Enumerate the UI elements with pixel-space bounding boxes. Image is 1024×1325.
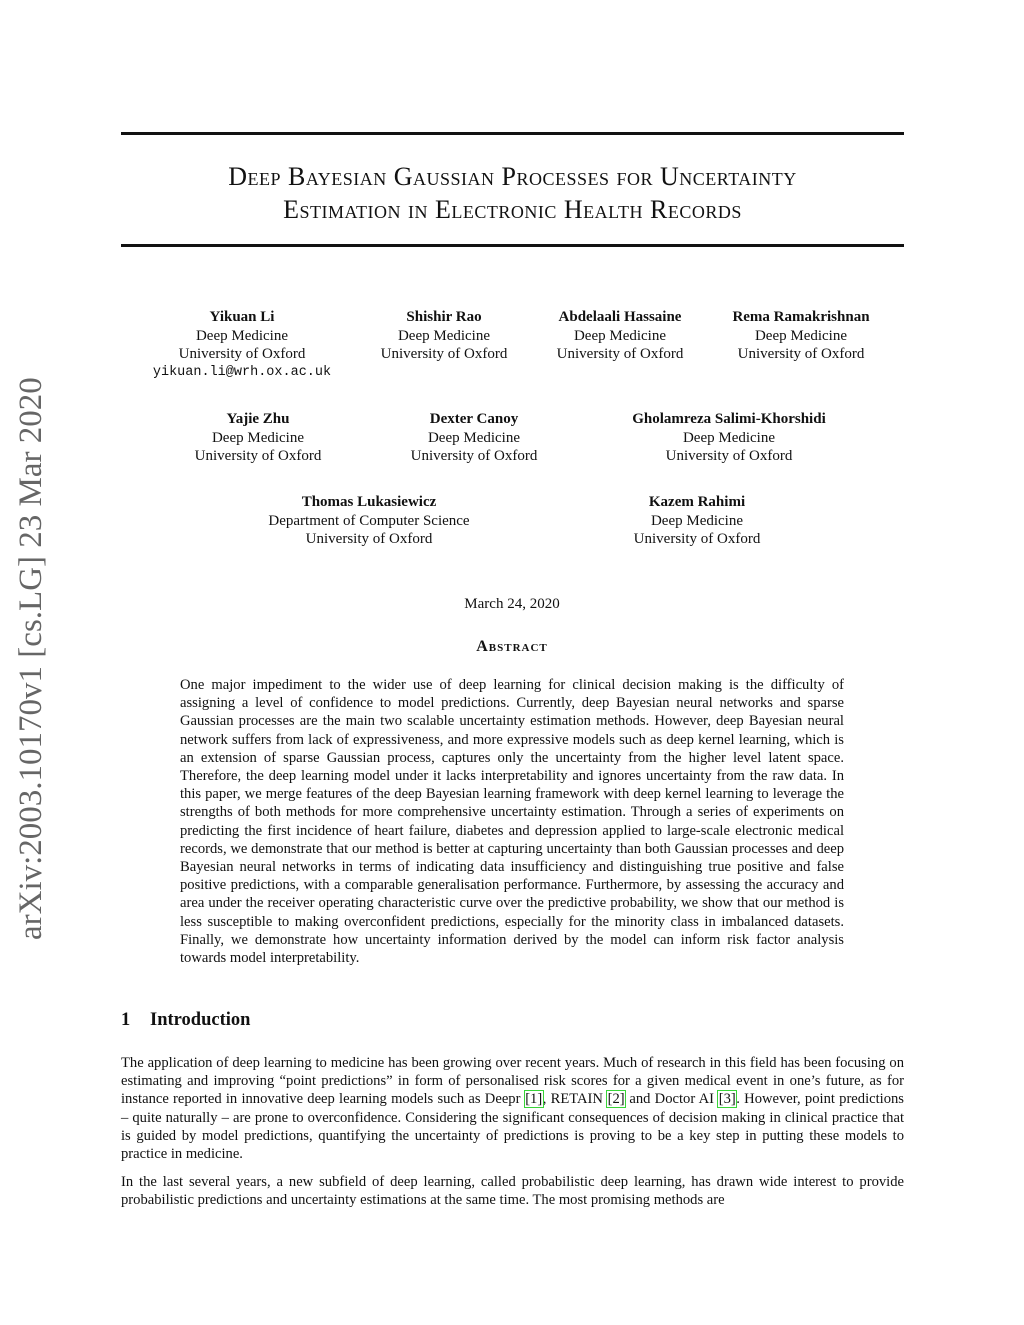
- intro-text: The application of deep learning to medicine has been growing over recent years. Much of research in this field has been focusing on estimating and improving “point predictions” in form of personalised risk scores for a given medical event in one’s future, as for instance reported in innovative deep learning models such as Deepr: [121, 1055, 904, 1108]
- author-inst: University of Oxford: [665, 448, 793, 464]
- author-block: [599, 410, 859, 466]
- author-dept: Deep Medicine: [682, 429, 776, 446]
- author-dept: Department of Computer Science: [268, 512, 470, 529]
- arxiv-identifier: arXiv:2003.10170v1 [cs.LG] 23 Mar 2020: [13, 377, 49, 940]
- author-name: Yikuan Li: [209, 309, 275, 325]
- author-block: [374, 410, 574, 466]
- author-inst: University of Oxford: [556, 346, 684, 362]
- author-name: Kazem Rahimi: [648, 494, 746, 510]
- author-block: [701, 308, 901, 364]
- publication-date: March 24, 2020: [464, 596, 560, 612]
- author-name: Shishir Rao: [406, 309, 482, 325]
- title-line-2: Estimation in Electronic Health Records: [283, 195, 742, 224]
- author-block: [344, 308, 544, 364]
- author-dept: Deep Medicine: [427, 429, 521, 446]
- title-bottom-rule: [121, 244, 904, 247]
- paper-title: [121, 160, 904, 226]
- author-dept: Deep Medicine: [397, 327, 491, 344]
- author-dept: Deep Medicine: [211, 429, 305, 446]
- author-dept: Deep Medicine: [754, 327, 848, 344]
- author-block: [520, 308, 720, 364]
- intro-text: . However, point predictions – quite naturally – are prone to overconfidence. Considering the significant consequences of decision making in clinical practice that is guided by model predictions, quantifying the uncertainty of predictions is proving to be a key step in putting these models to practice in medicine.: [121, 1091, 904, 1163]
- author-inst: University of Oxford: [633, 531, 761, 547]
- intro-text: , RETAIN: [542, 1091, 608, 1108]
- title-line-1: Deep Bayesian Gaussian Processes for Uncertainty: [228, 162, 797, 191]
- author-name: Dexter Canoy: [429, 411, 519, 427]
- author-dept: Deep Medicine: [195, 327, 289, 344]
- abstract-heading: Abstract: [476, 638, 548, 655]
- citation-link[interactable]: [3]: [718, 1091, 736, 1108]
- author-inst: University of Oxford: [305, 531, 433, 547]
- intro-paragraph-1: [121, 1054, 904, 1163]
- author-inst: University of Oxford: [737, 346, 865, 362]
- author-block: [142, 308, 342, 382]
- author-name: Yajie Zhu: [226, 411, 290, 427]
- author-block: [158, 410, 358, 466]
- intro-text: and Doctor AI: [625, 1091, 719, 1108]
- intro-paragraph-2: In the last several years, a new subfield of deep learning, called probabilistic deep learning, has drawn wide interest to provide probabilistic predictions and uncertainty estimations at the same time. The most promising methods are: [121, 1174, 904, 1209]
- author-inst: University of Oxford: [380, 346, 508, 362]
- abstract-text: One major impediment to the wider use of deep learning for clinical decision making is the difficulty of assigning a level of confidence to model predictions. Currently, deep Bayesian neural networks and sparse Gaussian processes are the main two scalable uncertainty estimation methods. However, deep Bayesian neural network suffers from lack of expressiveness, and more expressive models such as deep kernel learning, which is an extension of sparse Gaussian process, captures only the uncertainty from the higher level latent space. Therefore, the deep learning model under it lacks interpretability and ignores uncertainty from the raw data. In this paper, we merge features of the deep Bayesian learning framework with deep kernel learning to leverage the strengths of both methods for more comprehensive uncertainty estimation. Through a series of experiments on predicting the first incidence of heart failure, diabetes and depression applied to large-scale electronic medical records, we demonstrate that our method is better at capturing uncertainty than both Gaussian processes and deep Bayesian neural networks in terms of indicating data insufficiency and distinguishing true positive and false positive predictions, with a comparable generalisation performance. Furthermore, by assessing the accuracy and area under the receiver operating characteristic curve over the predictive probability, we show that our method is less susceptible to making overconfident predictions, especially for the minority class in imbalanced datasets. Finally, we demonstrate how uncertainty information derived by the model can inform risk factor analysis towards model interpretability.: [180, 677, 844, 967]
- author-name: Abdelaali Hassaine: [558, 309, 682, 325]
- section-number: 1: [121, 1010, 131, 1030]
- title-top-rule: [121, 132, 904, 135]
- author-block: [239, 493, 499, 549]
- author-inst: University of Oxford: [178, 346, 306, 362]
- author-dept: Deep Medicine: [573, 327, 667, 344]
- author-email[interactable]: yikuan.li@wrh.ox.ac.uk: [152, 364, 332, 380]
- section-heading-introduction: [121, 1010, 250, 1031]
- author-name: Thomas Lukasiewicz: [301, 494, 437, 510]
- citation-link[interactable]: [1]: [525, 1091, 543, 1108]
- author-inst: University of Oxford: [410, 448, 538, 464]
- author-name: Gholamreza Salimi-Khorshidi: [632, 411, 826, 427]
- citation-link[interactable]: [2]: [607, 1091, 625, 1108]
- author-dept: Deep Medicine: [650, 512, 744, 529]
- author-block: [597, 493, 797, 549]
- section-title: Introduction: [150, 1010, 251, 1030]
- author-name: Rema Ramakrishnan: [732, 309, 870, 325]
- author-inst: University of Oxford: [194, 448, 322, 464]
